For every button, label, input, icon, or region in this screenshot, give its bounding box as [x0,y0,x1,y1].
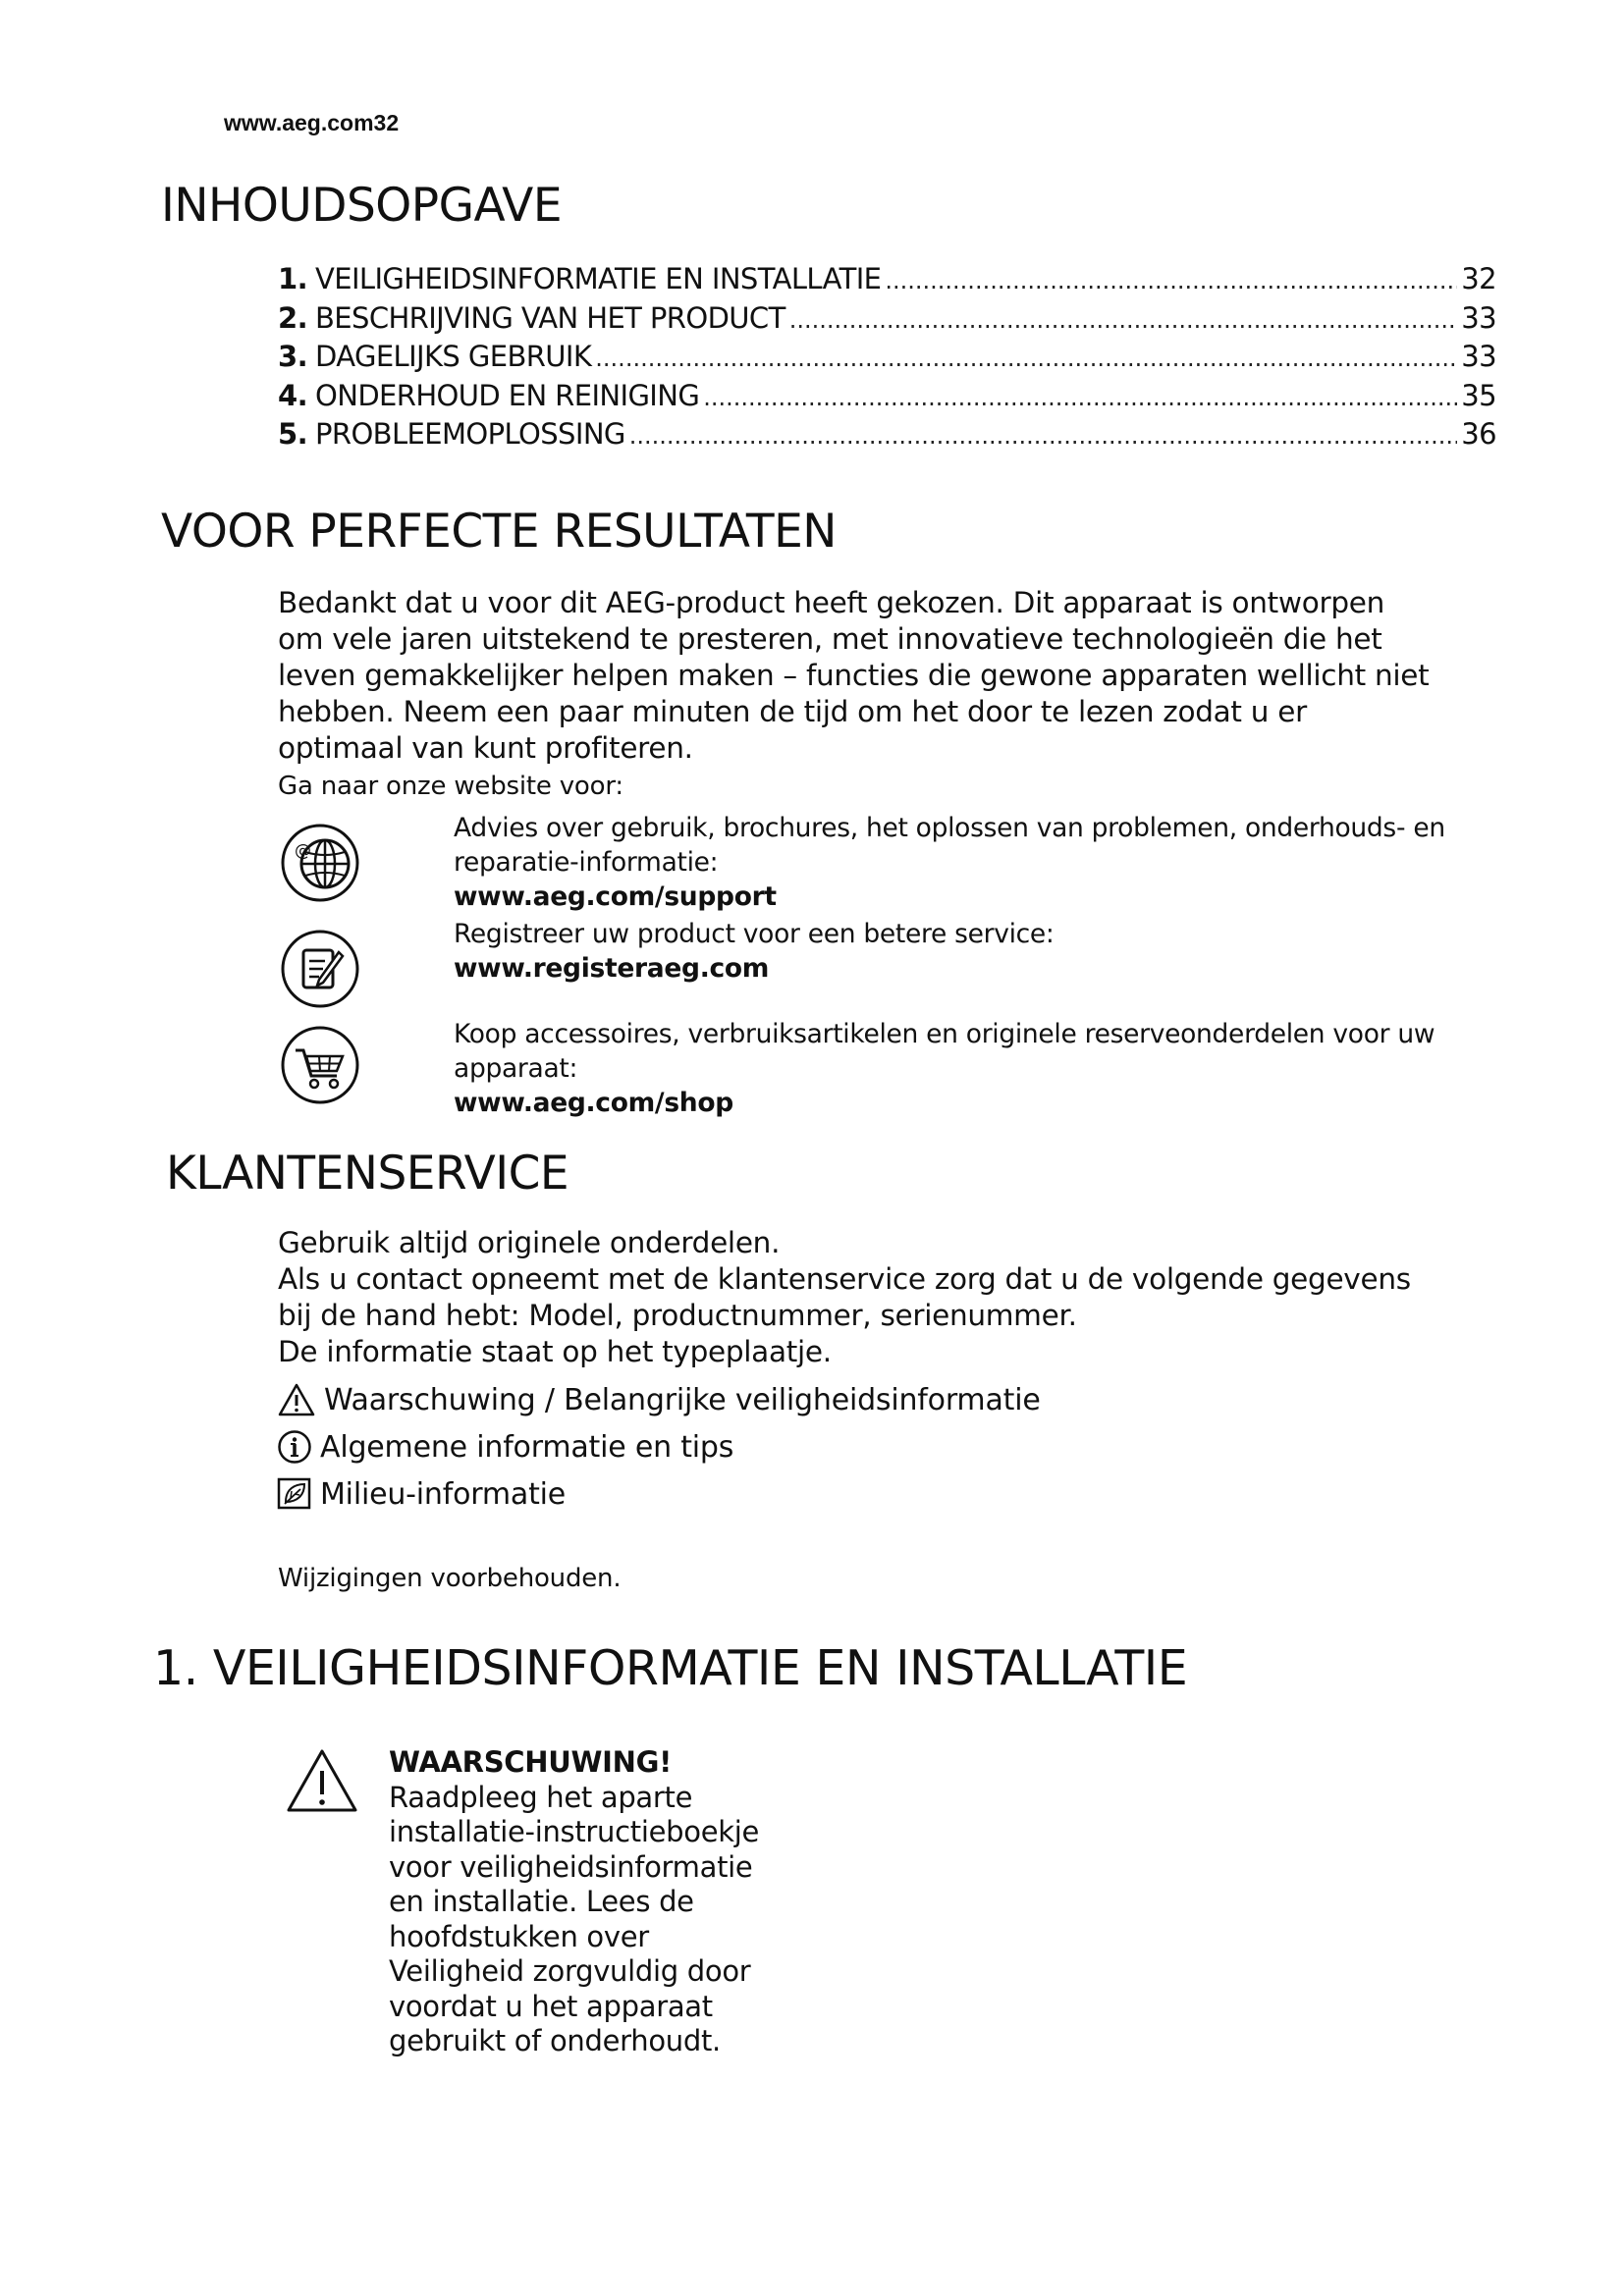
results-line: leven gemakkelijker helpen maken – functies die gewone apparaten wellicht niet [278,659,1430,692]
globe-icon [280,823,360,903]
toc-item-page: 36 [1461,417,1496,451]
register-icon [280,929,360,1009]
toc-item-page: 33 [1461,300,1496,335]
warning-icon [277,1382,316,1417]
toc-item-number: 4. [278,378,307,412]
legend-label: Algemene informatie en tips [320,1429,734,1465]
warning-block [389,1745,801,2059]
service-line: Als u contact opneemt met de klantenservice zorg dat u de volgende gegevens [278,1262,1411,1296]
register-link[interactable]: www.registeraeg.com [454,953,770,984]
toc-title: INHOUDSOPGAVE [161,179,563,233]
warning-title: WAARSCHUWING! [389,1745,673,1779]
service-line: De informatie staat op het typeplaatje. [278,1335,832,1368]
toc-item-page: 32 [1461,262,1496,295]
toc-leader-dots [595,345,1457,372]
toc-leader-dots [789,306,1458,334]
leaf-icon [277,1477,312,1511]
legend-item [277,1423,1041,1470]
header-url: www.aeg.com32 [224,110,400,135]
resource-support [454,811,1514,914]
toc-item[interactable] [278,340,1496,379]
warning-icon [285,1747,359,1814]
resource-register [454,917,1514,986]
warning-line: Raadpleeg het aparte [389,1780,693,1814]
toc-item-page: 35 [1461,378,1496,412]
toc-item-label: PROBLEEMOPLOSSING [315,417,625,451]
toc-leader-dots [885,267,1457,294]
service-line: Gebruik altijd originele onderdelen. [278,1226,781,1259]
warning-line: installatie-instructieboekje [389,1815,760,1848]
resource-line: apparaat: [454,1053,578,1084]
section1-title: 1. VEILIGHEIDSINFORMATIE EN INSTALLATIE [153,1640,1188,1696]
support-link[interactable]: www.aeg.com/support [454,881,777,912]
toc-item[interactable] [278,417,1496,456]
svg-text:@: @ [295,841,311,861]
toc-item-label: ONDERHOUD EN REINIGING [315,378,700,412]
toc-item-label: VEILIGHEIDSINFORMATIE EN INSTALLATIE [315,262,882,295]
toc-item-number: 3. [278,340,307,373]
legend-item [277,1470,1041,1518]
resource-line: reparatie-informatie: [454,847,719,878]
toc-item[interactable] [278,262,1496,301]
results-line: hebben. Neem een paar minuten de tijd om het door te lezen zodat u er [278,695,1307,728]
changes-note: Wijzigingen voorbehouden. [278,1564,622,1593]
legend-label: Milieu-informatie [320,1476,567,1512]
toc-item-number: 2. [278,300,307,335]
toc-item-label: DAGELIJKS GEBRUIK [315,340,592,373]
cart-icon [280,1025,360,1105]
results-line: om vele jaren uitstekend te presteren, met innovatieve technologieën die het [278,622,1382,656]
table-of-contents [278,262,1496,456]
resource-shop [454,1017,1514,1120]
warning-line: hoofdstukken over [389,1919,649,1953]
toc-item-number: 5. [278,417,307,451]
legend-label: Waarschuwing / Belangrijke veiligheidsinformatie [324,1382,1041,1417]
toc-item-page: 33 [1461,340,1496,373]
shop-link[interactable]: www.aeg.com/shop [454,1088,733,1118]
warning-line: Veiligheid zorgvuldig door [389,1954,751,1988]
warning-line: voordat u het apparaat [389,1989,713,2023]
legend-item [277,1376,1041,1423]
results-line: Bedankt dat u voor dit AEG-product heeft gekozen. Dit apparaat is ontworpen [278,586,1384,619]
toc-item[interactable] [278,379,1496,418]
toc-item-number: 1. [278,262,307,295]
website-intro: Ga naar onze website voor: [278,772,623,801]
toc-item[interactable] [278,301,1496,341]
info-icon [277,1429,312,1465]
service-text [278,1225,1495,1370]
warning-line: gebruikt of onderhoudt. [389,2024,721,2057]
service-line: bij de hand hebt: Model, productnummer, serienummer. [278,1299,1077,1332]
toc-item-label: BESCHRIJVING VAN HET PRODUCT [315,300,785,335]
toc-leader-dots [629,422,1458,450]
toc-leader-dots [703,384,1457,411]
results-line: optimaal van kunt profiteren. [278,731,693,765]
results-intro [278,585,1495,767]
symbol-legend [277,1376,1041,1518]
resource-line: Advies over gebruik, brochures, het oplossen van problemen, onderhouds- en [454,813,1445,843]
warning-line: en installatie. Lees de [389,1885,694,1918]
service-title: KLANTENSERVICE [166,1147,569,1201]
resource-line: Koop accessoires, verbruiksartikelen en originele reserveonderdelen voor uw [454,1019,1435,1049]
results-title: VOOR PERFECTE RESULTATEN [161,505,837,559]
warning-line: voor veiligheidsinformatie [389,1849,753,1884]
resource-line: Registreer uw product voor een betere service: [454,919,1055,949]
